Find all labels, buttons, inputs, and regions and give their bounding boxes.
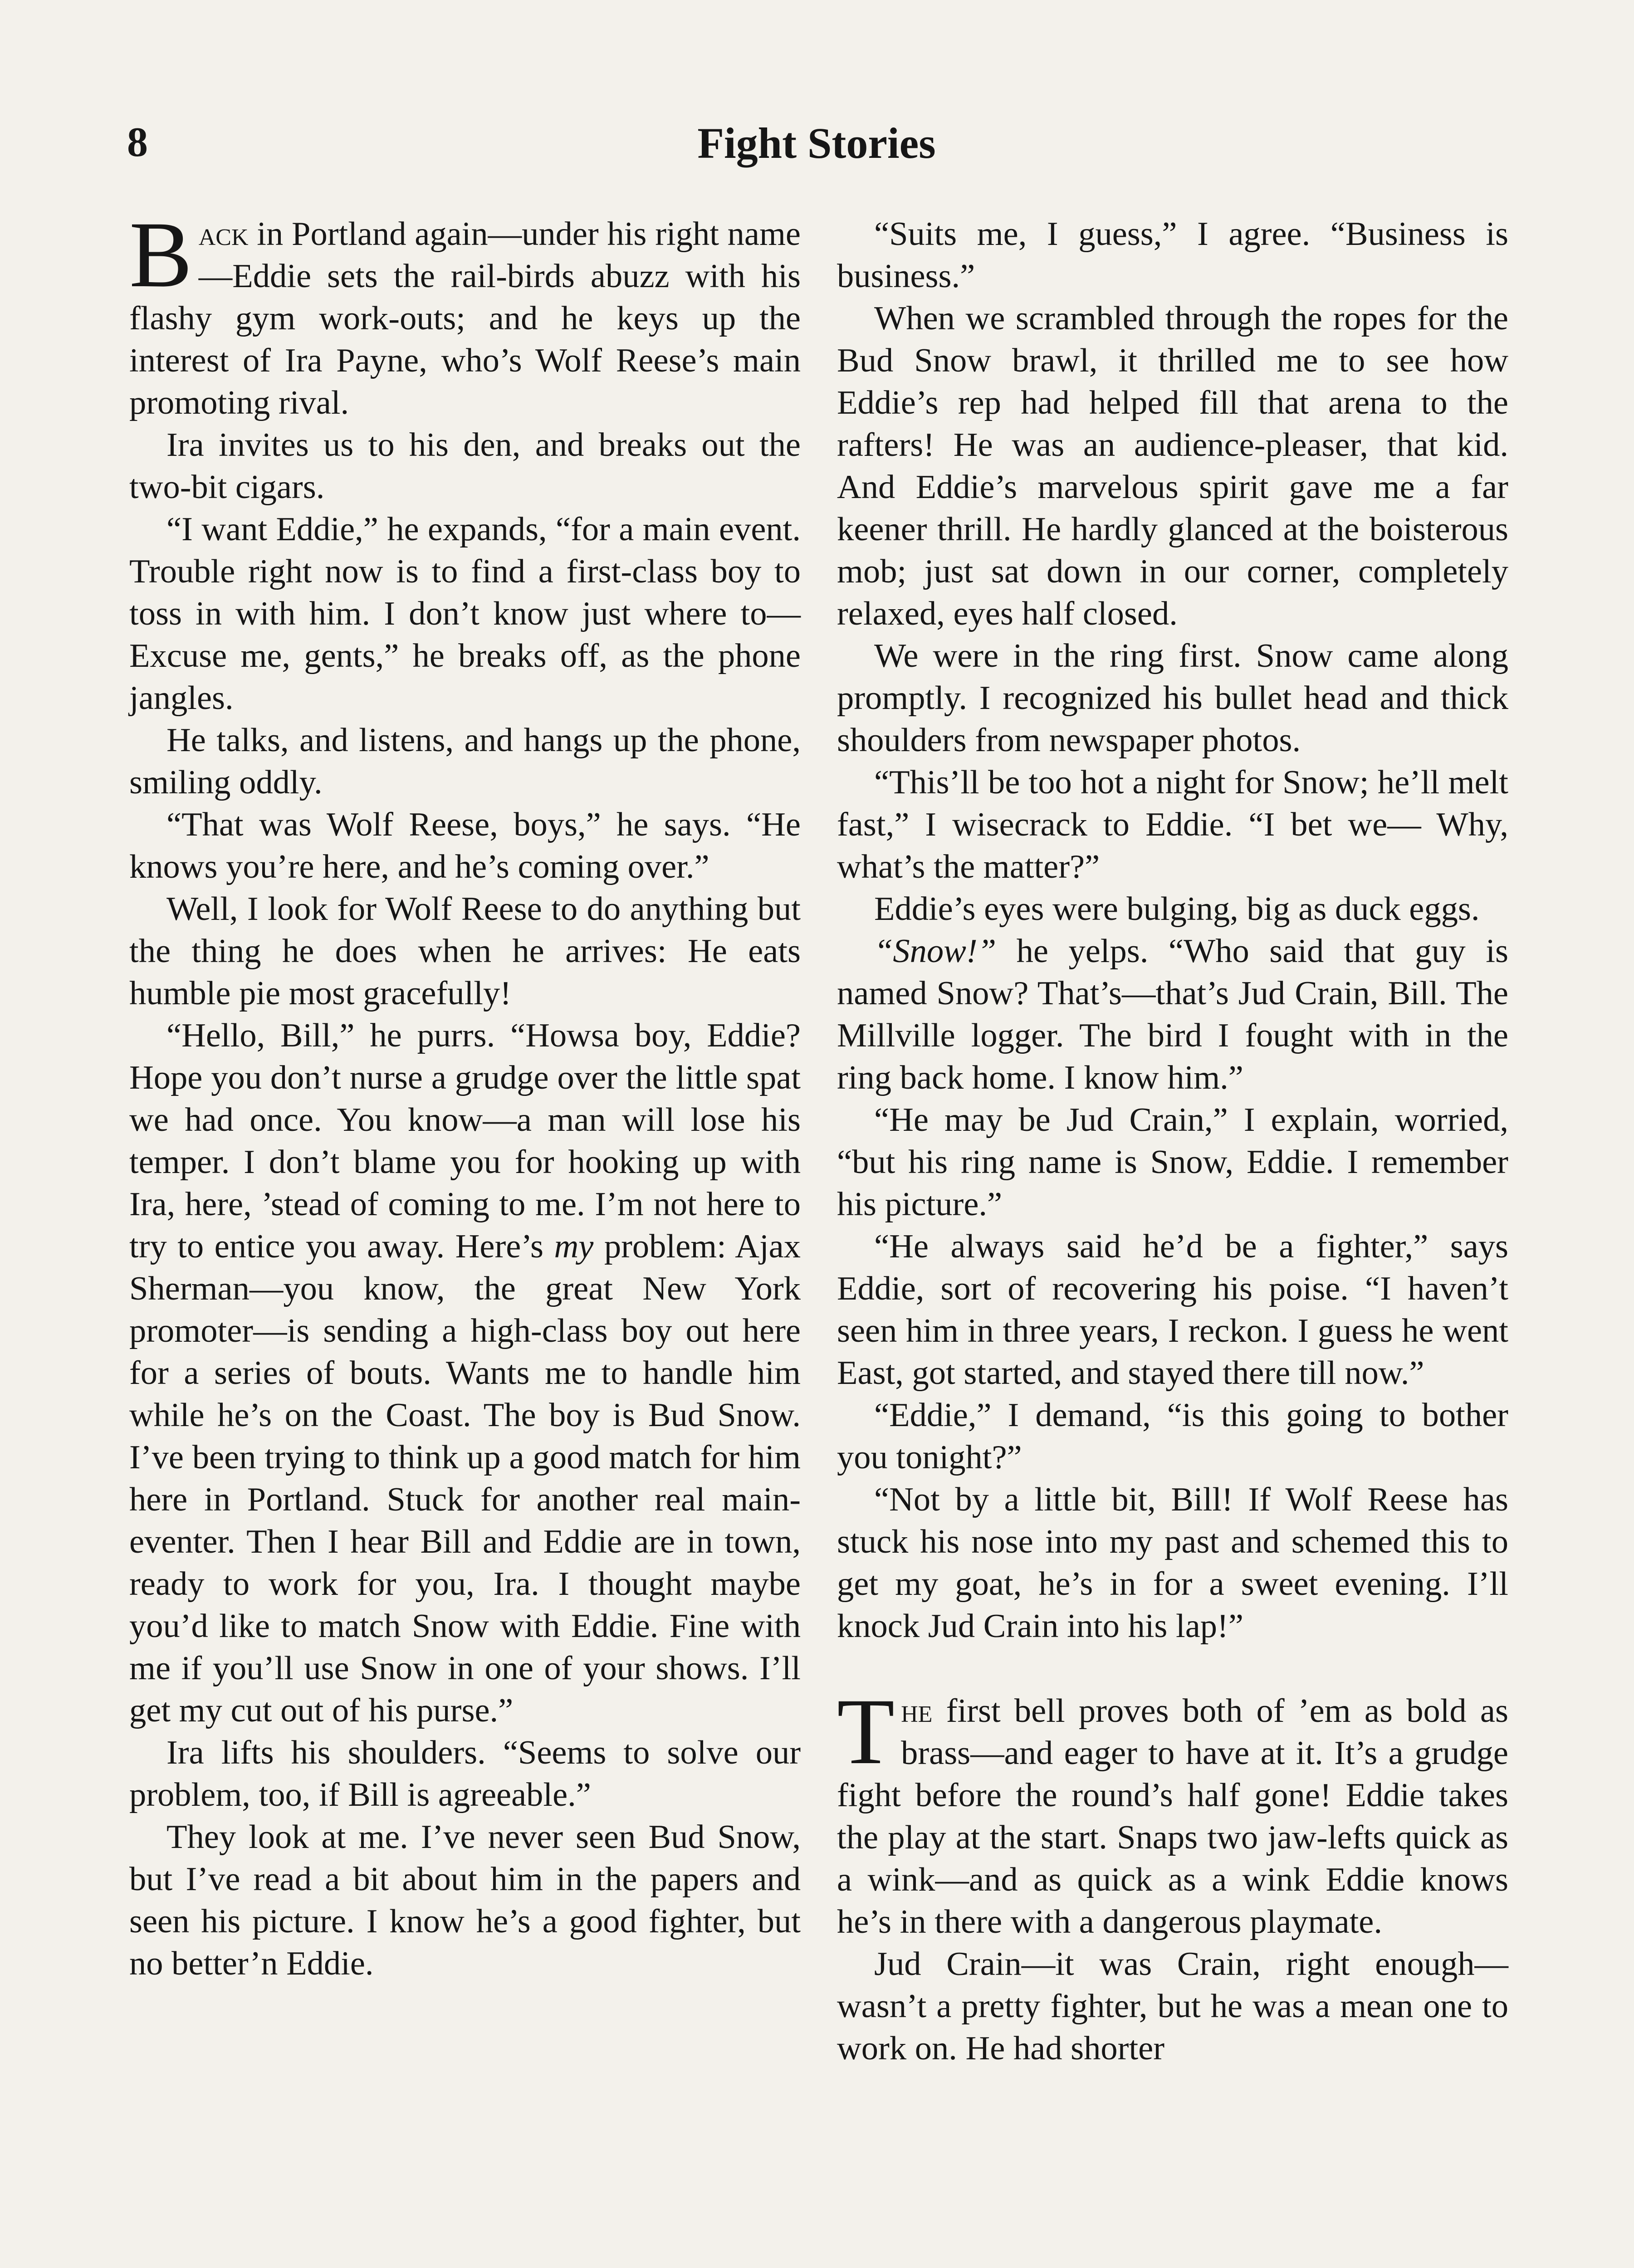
paragraph: He talks, and listens, and hangs up the phone, smiling oddly. [129,722,801,801]
paragraph: “I want Eddie,” he expands, “for a main event. Trouble right now is to find a first-class boy to toss in with him. I don’t know just where to— Excuse me, gents,” he breaks off, as the phone jangles. [129,511,801,717]
paragraph [129,1015,801,1732]
paragraph: “He may be Jud Crain,” I explain, worried, “but his ring name is Snow, Eddie. I remember his picture.” [837,1101,1508,1223]
paragraph-text: in Portland again—under his right name—Eddie sets the rail-birds abuzz with his flashy gym work-outs; and he keys up the interest of Ira Payne, who’s Wolf Reese’s main promoting rival. [129,215,801,421]
opening-paragraph [129,202,801,424]
small-caps-lead: he [901,1692,933,1730]
paragraph: Jud Crain—it was Crain, right enough—wasn’t a pretty fighter, but he was a mean one to work on. He had shorter [837,1945,1508,2067]
small-caps-lead: ack [198,215,249,253]
drop-cap: B [129,202,192,307]
paragraph: When we scrambled through the ropes for the Bud Snow brawl, it thrilled me to see how Eddie’s rep had helped fill that arena to the rafters! He was an audience-pleaser, that kid. And Eddie’s marvelous spirit gave me a far keener thrill. He hardly glanced at the boisterous mob; just sat down in our corner, completely relaxed, eyes half closed. [837,300,1508,632]
paragraph: Ira lifts his shoulders. “Seems to solve our problem, too, if Bill is agreeable.” [129,1734,801,1813]
paragraph: “Eddie,” I demand, “is this going to bother you tonight?” [837,1397,1508,1476]
paragraph: They look at me. I’ve never seen Bud Snow, but I’ve read a bit about him in the papers and seen his picture. I know he’s a good fighter, but no better’n Eddie. [129,1818,801,1982]
page-header [127,118,1506,177]
paragraph: We were in the ring first. Snow came along promptly. I recognized his bullet head and thick shoulders from newspaper photos. [837,637,1508,759]
paragraph [837,930,1508,1099]
paragraph: “Not by a little bit, Bill! If Wolf Reese has stuck his nose into my past and schemed this to get my goat, he’s in for a sweet evening. I’ll knock Jud Crain into his lap!” [837,1481,1508,1645]
paragraph: “He always said he’d be a fighter,” says Eddie, sort of recovering his poise. “I haven’t seen him in three years, I reckon. I guess he went East, got started, and stayed there till now.” [837,1228,1508,1392]
paragraph-text: “Hello, Bill,” he purrs. “Howsa boy, Eddie? Hope you don’t nurse a grudge over the little spat we had once. You know—a man will lose his temper. I don’t blame you for hooking up with Ira, here, ’stead of coming to me. I’m not here to try to entice you away. Here’s [129,1017,801,1265]
left-column [129,202,801,1985]
running-title: Fight Stories [697,119,936,167]
emphasis: “Snow!” [874,933,997,970]
paragraph-text: problem: Ajax Sherman—you know, the great New York promoter—is sending a high-class boy out here for a series of bouts. Wants me to handle him while he’s on the Coast. The boy is Bud Snow. I’ve been trying to think up a good match for him here in Portland. Stuck for another real main-eventer. Then I hear Bill and Eddie are in town, ready to work for you, Ira. I thought maybe you’d like to match Snow with Eddie. Fine with me if you’ll use Snow in one of your shows. I’ll get my cut out of his purse.” [129,1228,801,1729]
drop-cap: T [837,1679,895,1784]
page-number: 8 [127,119,148,165]
paragraph: Well, I look for Wolf Reese to do anything but the thing he does when he arrives: He eats humble pie most gracefully! [129,890,801,1012]
paragraph: Eddie’s eyes were bulging, big as duck eggs. [874,890,1480,928]
emphasis: my [554,1228,594,1265]
paragraph: “Suits me, I guess,” I agree. “Business is business.” [837,215,1508,295]
paragraph: “This’ll be too hot a night for Snow; he’ll melt fast,” I wisecrack to Eddie. “I bet we— Why, what’s the matter?” [837,764,1508,885]
right-column [837,213,1508,2070]
paragraph-text: he yelps. “Who said that guy is named Snow? That’s—that’s Jud Crain, Bill. The Millville logger. The bird I fought with in the ring back home. I know him.” [837,933,1508,1096]
paragraph-text: first bell proves both of ’em as bold as brass—and eager to have at it. It’s a grudge fight before the round’s half gone! Eddie takes the play at the start. Snaps two jaw-lefts quick as a wink—and as quick as a wink Eddie knows he’s in there with a dangerous playmate. [837,1692,1508,1941]
paragraph: “That was Wolf Reese, boys,” he says. “He knows you’re here, and he’s coming over.” [129,806,801,885]
section-opening-paragraph [837,1679,1508,1943]
paragraph: Ira invites us to his den, and breaks out the two-bit cigars. [129,426,801,506]
